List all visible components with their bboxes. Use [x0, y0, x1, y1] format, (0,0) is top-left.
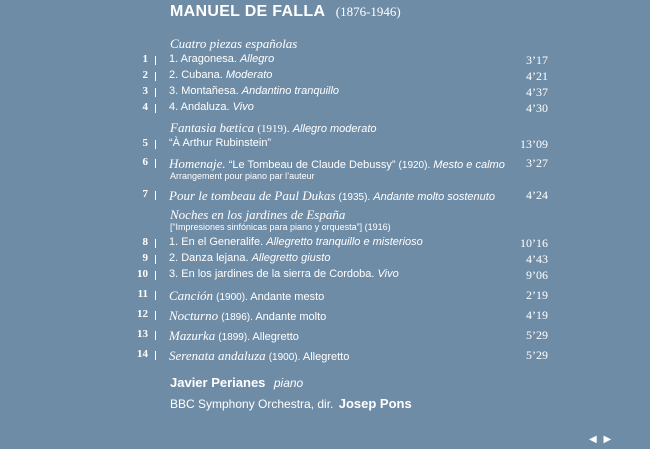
- track-divider: [155, 331, 156, 340]
- track-number: 10: [137, 268, 148, 280]
- track-duration: 5’29: [526, 348, 548, 362]
- track-number: 12: [137, 308, 148, 320]
- track-duration: 5’29: [526, 328, 548, 342]
- track-duration: 13’09: [520, 137, 548, 151]
- track-number: 1: [142, 53, 148, 65]
- track-divider: [155, 159, 156, 168]
- track-divider: [155, 311, 156, 320]
- composer-dates: (1876-1946): [335, 4, 401, 19]
- track-number: 14: [137, 348, 148, 360]
- track-title: 3. En los jardines de la sierra de Cordoba. Vivo: [169, 268, 399, 280]
- track-title: Mazurka (1899). Allegretto: [169, 328, 299, 343]
- track-divider: [155, 239, 156, 248]
- page-navigation: [589, 434, 615, 445]
- track-title: 1. En el Generalife. Allegretto tranquillo e misterioso: [169, 236, 423, 248]
- track-title: Nocturno (1896). Andante molto: [169, 308, 327, 323]
- track-divider: [155, 271, 156, 280]
- track-divider: [155, 88, 156, 97]
- track-number: 8: [142, 236, 148, 248]
- track-divider: [155, 104, 156, 113]
- track-divider: [155, 56, 156, 65]
- track-divider: [155, 191, 156, 200]
- track-duration: 3’17: [526, 53, 548, 67]
- track-duration: 4’37: [526, 85, 548, 99]
- track-title: 4. Andaluza. Vivo: [169, 101, 254, 113]
- track-duration: 10’16: [520, 236, 548, 250]
- track-duration: 9’06: [526, 268, 548, 282]
- triangle-left-icon[interactable]: ◀: [589, 434, 597, 445]
- track-title: 2. Cubana. Moderato: [169, 69, 273, 81]
- track-title: 3. Montañesa. Andantino tranquillo: [169, 85, 340, 97]
- track-duration: 4’21: [526, 69, 548, 83]
- track-number: 3: [142, 85, 148, 97]
- track-divider: [155, 255, 156, 264]
- triangle-right-icon[interactable]: ▶: [603, 434, 612, 445]
- track-number: 5: [142, 137, 148, 149]
- track-title: “À Arthur Rubinstein”: [169, 137, 272, 149]
- track-number: 11: [137, 288, 148, 300]
- orchestra-name: BBC Symphony Orchestra, dir.: [170, 397, 334, 411]
- track-number: 7: [142, 188, 148, 200]
- track-duration: 4’24: [526, 188, 548, 202]
- track-duration: 3’27: [526, 156, 548, 170]
- track-title: Serenata andaluza (1900). Allegretto: [169, 348, 350, 363]
- track-title: 1. Aragonesa. Allegro: [169, 53, 275, 65]
- track-duration: 4’43: [526, 252, 548, 266]
- track-duration: 2’19: [526, 288, 548, 302]
- pianist-name: Javier Perianes: [170, 375, 266, 390]
- track-title: Homenaje. “Le Tombeau de Claude Debussy” (1920). Mesto e calmo: [169, 156, 505, 171]
- track-number: 13: [137, 328, 148, 340]
- track-divider: [155, 291, 156, 300]
- track-list: Cuatro piezas españolas 1 1. Aragonesa. Allegro 3’17 2 2. Cubana. Moderato 4’21 3 3. Montañesa. Andantino tranquillo 4’37 4 4. Andaluza. Vivo 4’30 Fantasia bætica (1919). Allegro moderato 5 “À Arthur Rubinstein” 13’09 6 Homenaje. “Le Tombeau de Claude Debussy” (1920). Mesto e calmo 3’27 Arrangement pour piano par l’auteur 7 Pour le tombeau de Paul Dukas (1935). Andante molto sostenuto 4’24 Noches en los jardines de España [“Impresiones sinfónicas para piano y orquesta”] (1916) 8 1. En el Generalife. Allegretto tranquillo e misterioso 10’16 9 2. Danza lejana. Allegretto giusto 4’43 10 3. En los jardines de la sierra de Cordoba. Vivo 9’06 11 Canción (1900). Andante mesto 2’19 12 Nocturno (1896). Andante molto 4’19 13 Mazurka (1899). Allegretto 5’29 14 Serenata andaluza (1900). Allegretto 5’29: [0, 0, 650, 449]
- track-number: 2: [142, 69, 148, 81]
- conductor-name: Josep Pons: [338, 396, 412, 411]
- track-number: 4: [142, 101, 148, 113]
- track-duration: 4’30: [526, 101, 548, 115]
- soloist-credit: [170, 374, 303, 392]
- track-duration: 4’19: [526, 308, 548, 322]
- instrument-label: piano: [273, 376, 304, 390]
- track-number: 9: [142, 252, 148, 264]
- track-title: Canción (1900). Andante mesto: [169, 288, 325, 303]
- orchestra-credit: [170, 396, 412, 411]
- track-divider: [155, 72, 156, 81]
- track-divider: [155, 140, 156, 149]
- composer-name: MANUEL DE FALLA: [170, 3, 326, 20]
- track-divider: [155, 351, 156, 360]
- track-title: Pour le tombeau de Paul Dukas (1935). Andante molto sostenuto: [169, 188, 495, 203]
- track-number: 6: [142, 156, 148, 168]
- track-title: 2. Danza lejana. Allegretto giusto: [169, 252, 331, 264]
